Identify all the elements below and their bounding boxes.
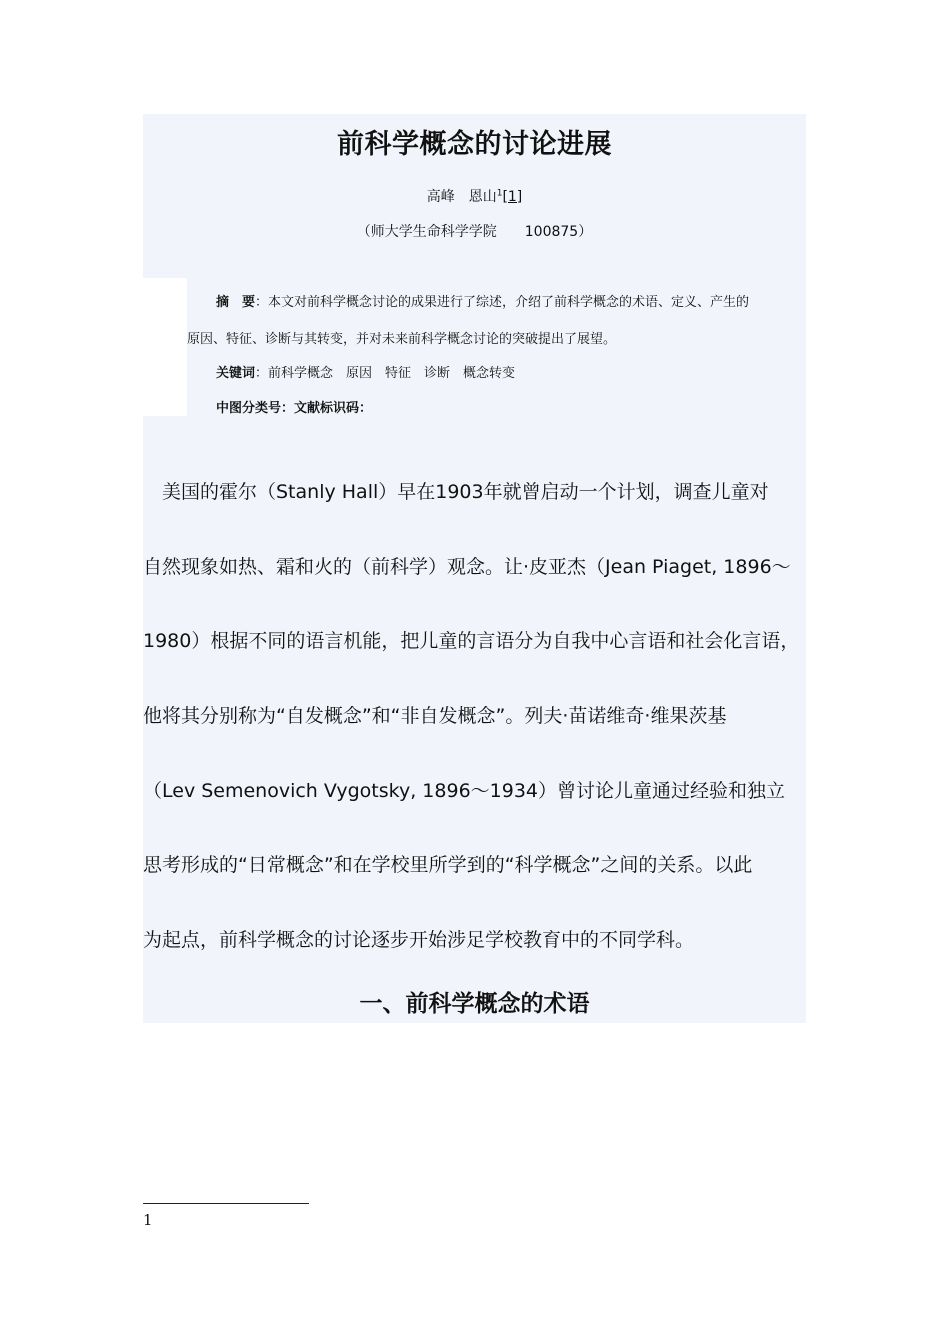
- body-line-4: 他将其分别称为“自发概念”和“非自发概念”。列夫·苗诺维奇·维果茨基: [143, 705, 727, 727]
- body-line-5: （Lev Semenovich Vygotsky, 1896～1934）曾讨论儿童通过经验和独立: [143, 780, 786, 802]
- section-heading: 一、前科学概念的术语: [359, 991, 590, 1017]
- keywords-text: ：前科学概念 原因 特征 诊断 概念转变: [255, 366, 516, 381]
- classification-text: 中图分类号：文献标识码：: [216, 401, 373, 416]
- abstract-line-2: 原因、特征、诊断与其转变，并对未来前科学概念讨论的突破提出了展望。: [187, 332, 617, 347]
- abstract-line-1: [216, 291, 749, 310]
- abstract-label: 摘 要: [216, 295, 256, 310]
- abstract-text-1: ：本文对前科学概念讨论的成果进行了综述，介绍了前科学概念的术语、定义、产生的: [255, 295, 750, 310]
- footnote-ref-link[interactable]: [1]: [502, 189, 523, 205]
- footnote-rule: [143, 1203, 309, 1204]
- keywords-line: [216, 362, 515, 381]
- author-superscript: 1: [496, 188, 503, 199]
- body-line-7: 为起点，前科学概念的讨论逐步开始涉足学校教育中的不同学科。: [143, 929, 695, 951]
- author-line: [143, 186, 806, 206]
- body-line-2: 自然现象如热、霜和火的（前科学）观念。让·皮亚杰（Jean Piaget, 1896～: [143, 556, 791, 578]
- affiliation: （师大学生命科学学院 100875）: [356, 224, 593, 240]
- keywords-label: 关键词: [216, 366, 256, 381]
- classification-line: [216, 397, 372, 416]
- author-names: 高峰 恩山: [426, 189, 497, 205]
- footnote-number: 1: [143, 1211, 153, 1229]
- body-line-6: 思考形成的“日常概念”和在学校里所学到的“科学概念”之间的关系。以此: [143, 854, 753, 876]
- body-line-3: 1980）根据不同的语言机能，把儿童的言语分为自我中心言语和社会化言语，: [143, 630, 800, 652]
- document-title: 前科学概念的讨论进展: [337, 129, 612, 160]
- body-line-1: 美国的霍尔（Stanly Hall）早在1903年就曾启动一个计划，调查儿童对: [143, 481, 769, 503]
